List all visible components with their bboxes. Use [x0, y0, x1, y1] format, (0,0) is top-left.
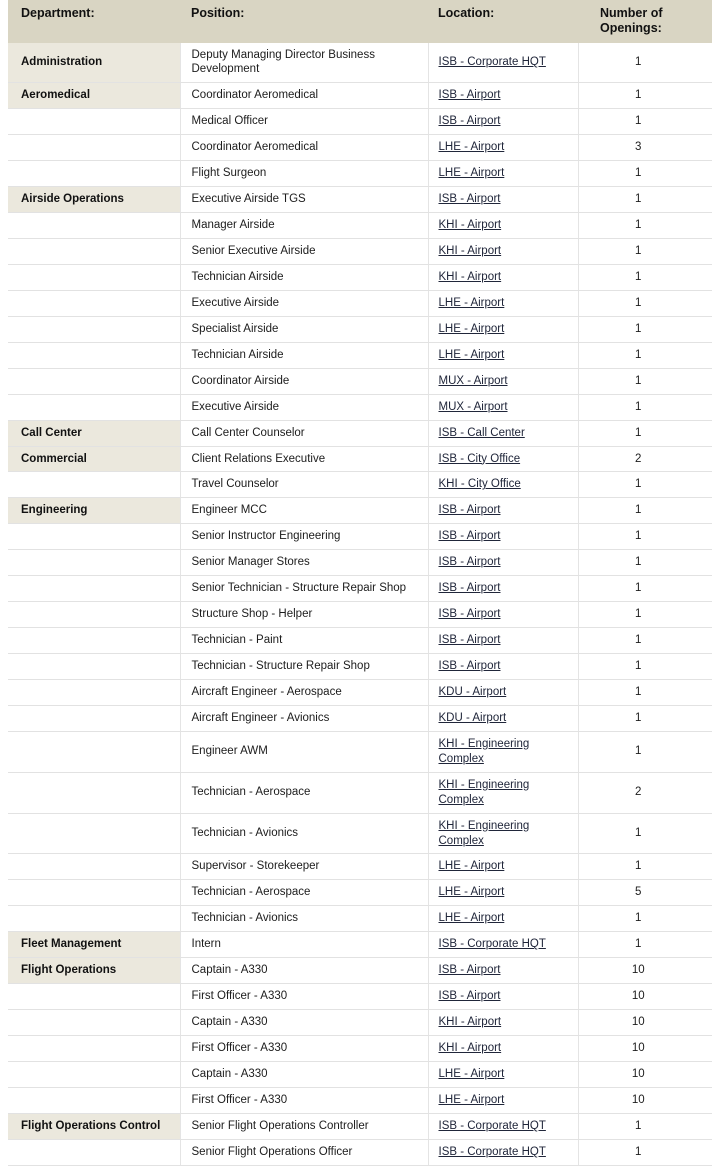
cell-position: Travel Counselor [180, 472, 428, 498]
cell-department [8, 472, 180, 498]
cell-position: Specialist Airside [180, 316, 428, 342]
cell-position: Call Center Counselor [180, 420, 428, 446]
cell-department [8, 264, 180, 290]
table-row [8, 161, 712, 187]
location-link[interactable]: ISB - Airport [438, 660, 501, 672]
cell-position: Executive Airside [180, 290, 428, 316]
cell-position: Technician Airside [180, 342, 428, 368]
cell-department [8, 1087, 180, 1113]
cell-position: Manager Airside [180, 213, 428, 239]
cell-location [428, 83, 578, 109]
cell-department: Flight Operations [8, 958, 180, 984]
cell-location [428, 602, 578, 628]
cell-openings: 1 [578, 813, 712, 854]
cell-openings: 10 [578, 958, 712, 984]
location-link[interactable]: LHE - Airport [438, 1093, 505, 1106]
location-link[interactable]: LHE - Airport [438, 886, 505, 899]
location-link[interactable]: LHE - Airport [438, 912, 505, 925]
table-row [8, 420, 712, 446]
table-row [8, 772, 712, 813]
location-link[interactable]: LHE - Airport [438, 322, 505, 335]
cell-location [428, 1010, 578, 1036]
table-header-row [8, 0, 712, 43]
cell-openings: 1 [578, 368, 712, 394]
cell-department [8, 679, 180, 705]
table-row [8, 187, 712, 213]
location-link[interactable]: ISB - Corporate HQT [438, 1145, 546, 1158]
table-row [8, 932, 712, 958]
cell-location [428, 342, 578, 368]
table-row [8, 394, 712, 420]
cell-position: Executive Airside TGS [180, 187, 428, 213]
cell-department [8, 602, 180, 628]
cell-position: Technician - Avionics [180, 906, 428, 932]
table-row [8, 43, 712, 83]
location-link[interactable]: ISB - Airport [438, 115, 501, 128]
table-row [8, 958, 712, 984]
cell-openings: 10 [578, 1036, 712, 1062]
cell-location [428, 1139, 578, 1165]
cell-department: Commercial [8, 446, 180, 472]
cell-openings: 1 [578, 654, 712, 680]
cell-position: Coordinator Airside [180, 368, 428, 394]
table-row [8, 83, 712, 109]
cell-position: Senior Technician - Structure Repair Shop [180, 576, 428, 602]
table-row [8, 264, 712, 290]
cell-openings: 10 [578, 984, 712, 1010]
cell-openings: 1 [578, 187, 712, 213]
cell-position: Captain - A330 [180, 1010, 428, 1036]
cell-location [428, 213, 578, 239]
cell-openings: 1 [578, 316, 712, 342]
location-link[interactable]: LHE - Airport [438, 348, 505, 361]
cell-openings: 1 [578, 932, 712, 958]
table-row [8, 813, 712, 854]
cell-position: Supervisor - Storekeeper [180, 854, 428, 880]
job-listings-table [8, 0, 712, 1166]
table-row [8, 628, 712, 654]
cell-location [428, 772, 578, 813]
cell-position: Technician - Avionics [180, 813, 428, 854]
cell-position: Aircraft Engineer - Avionics [180, 705, 428, 731]
table-row [8, 705, 712, 731]
location-link[interactable]: LHE - Airport [438, 141, 505, 154]
location-link[interactable]: ISB - Airport [438, 964, 501, 977]
table-row [8, 576, 712, 602]
cell-position: Technician Airside [180, 264, 428, 290]
cell-openings: 2 [578, 772, 712, 813]
cell-position: Senior Flight Operations Officer [180, 1139, 428, 1165]
cell-department [8, 1061, 180, 1087]
cell-department [8, 135, 180, 161]
cell-openings: 1 [578, 109, 712, 135]
cell-openings: 1 [578, 342, 712, 368]
cell-openings: 10 [578, 1010, 712, 1036]
cell-location [428, 854, 578, 880]
cell-position: Aircraft Engineer - Aerospace [180, 679, 428, 705]
cell-position: Senior Instructor Engineering [180, 524, 428, 550]
table-row [8, 984, 712, 1010]
column-header-department: Department: [8, 0, 180, 43]
location-link[interactable]: KHI - Engineering Complex [438, 737, 530, 765]
cell-department: Flight Operations Control [8, 1113, 180, 1139]
cell-location [428, 239, 578, 265]
location-link[interactable]: MUX - Airport [438, 400, 508, 413]
cell-location [428, 368, 578, 394]
cell-location [428, 576, 578, 602]
cell-openings: 2 [578, 446, 712, 472]
cell-openings: 1 [578, 420, 712, 446]
cell-openings: 1 [578, 550, 712, 576]
cell-position: Engineer MCC [180, 498, 428, 524]
cell-location [428, 1036, 578, 1062]
location-link[interactable]: KHI - Airport [438, 219, 502, 232]
cell-position: Deputy Managing Director Business Development [180, 43, 428, 83]
cell-location [428, 731, 578, 772]
cell-location [428, 524, 578, 550]
location-link[interactable]: ISB - Airport [438, 556, 501, 569]
location-link[interactable]: KHI - Airport [438, 245, 502, 257]
cell-position: Captain - A330 [180, 958, 428, 984]
location-link[interactable]: LHE - Airport [438, 296, 505, 309]
table-row [8, 239, 712, 265]
table-row [8, 1061, 712, 1087]
cell-department: Call Center [8, 420, 180, 446]
table-row [8, 213, 712, 239]
cell-department [8, 550, 180, 576]
column-header-position: Position: [180, 0, 428, 43]
location-link[interactable]: KDU - Airport [438, 711, 507, 724]
column-header-openings: Number of Openings: [578, 0, 712, 43]
table-row [8, 854, 712, 880]
location-link[interactable]: LHE - Airport [438, 1067, 505, 1080]
cell-openings: 1 [578, 290, 712, 316]
table-row [8, 1113, 712, 1139]
cell-openings: 1 [578, 576, 712, 602]
cell-position: Technician - Paint [180, 628, 428, 654]
cell-location [428, 654, 578, 680]
table-row [8, 654, 712, 680]
cell-position: Senior Flight Operations Controller [180, 1113, 428, 1139]
location-link[interactable]: ISB - Corporate HQT [438, 938, 546, 951]
location-link[interactable]: ISB - Corporate HQT [438, 55, 546, 68]
table-row [8, 290, 712, 316]
location-link[interactable]: ISB - Airport [438, 504, 501, 517]
cell-department [8, 772, 180, 813]
table-row [8, 342, 712, 368]
cell-location [428, 420, 578, 446]
cell-department [8, 394, 180, 420]
cell-department [8, 813, 180, 854]
cell-location [428, 958, 578, 984]
location-link[interactable]: ISB - Airport [438, 608, 501, 621]
cell-location [428, 446, 578, 472]
cell-location [428, 628, 578, 654]
cell-position: Medical Officer [180, 109, 428, 135]
table-row [8, 368, 712, 394]
cell-position: First Officer - A330 [180, 984, 428, 1010]
table-row [8, 135, 712, 161]
cell-location [428, 43, 578, 83]
location-link[interactable]: LHE - Airport [438, 167, 505, 180]
table-row [8, 880, 712, 906]
cell-position: Technician - Aerospace [180, 880, 428, 906]
cell-location [428, 187, 578, 213]
cell-openings: 1 [578, 628, 712, 654]
cell-position: Coordinator Aeromedical [180, 83, 428, 109]
cell-location [428, 1113, 578, 1139]
cell-openings: 1 [578, 731, 712, 772]
table-row [8, 1036, 712, 1062]
cell-position: Captain - A330 [180, 1061, 428, 1087]
cell-department: Aeromedical [8, 83, 180, 109]
cell-department [8, 109, 180, 135]
cell-location [428, 498, 578, 524]
cell-department [8, 213, 180, 239]
cell-position: Coordinator Aeromedical [180, 135, 428, 161]
cell-position: Senior Executive Airside [180, 239, 428, 265]
cell-openings: 1 [578, 472, 712, 498]
cell-department: Administration [8, 43, 180, 83]
cell-openings: 1 [578, 43, 712, 83]
cell-openings: 1 [578, 679, 712, 705]
cell-openings: 1 [578, 161, 712, 187]
location-link[interactable]: ISB - Corporate HQT [438, 1119, 546, 1132]
cell-openings: 1 [578, 498, 712, 524]
location-link[interactable]: ISB - Airport [438, 193, 501, 206]
cell-department [8, 316, 180, 342]
cell-location [428, 705, 578, 731]
cell-department [8, 161, 180, 187]
cell-department [8, 1010, 180, 1036]
cell-openings: 1 [578, 83, 712, 109]
table-row [8, 446, 712, 472]
table-body [8, 43, 712, 1166]
cell-position: Intern [180, 932, 428, 958]
cell-position: Flight Surgeon [180, 161, 428, 187]
cell-location [428, 813, 578, 854]
cell-department [8, 239, 180, 265]
cell-department: Airside Operations [8, 187, 180, 213]
cell-openings: 1 [578, 854, 712, 880]
cell-position: Executive Airside [180, 394, 428, 420]
location-link[interactable]: KHI - Engineering Complex [438, 819, 530, 847]
location-link[interactable]: MUX - Airport [438, 374, 508, 387]
cell-department [8, 984, 180, 1010]
table-row [8, 472, 712, 498]
cell-openings: 3 [578, 135, 712, 161]
location-link[interactable]: ISB - Call Center [438, 426, 525, 439]
cell-openings: 1 [578, 264, 712, 290]
cell-department [8, 628, 180, 654]
cell-openings: 10 [578, 1061, 712, 1087]
table-row [8, 498, 712, 524]
table-row [8, 550, 712, 576]
location-link[interactable]: KHI - Engineering Complex [438, 778, 530, 806]
cell-department [8, 854, 180, 880]
cell-department [8, 880, 180, 906]
cell-location [428, 550, 578, 576]
cell-openings: 10 [578, 1087, 712, 1113]
cell-position: Engineer AWM [180, 731, 428, 772]
column-header-location: Location: [428, 0, 578, 43]
cell-department [8, 524, 180, 550]
cell-location [428, 880, 578, 906]
location-link[interactable]: KDU - Airport [438, 685, 507, 698]
cell-openings: 1 [578, 524, 712, 550]
table-row [8, 731, 712, 772]
cell-position: Technician - Structure Repair Shop [180, 654, 428, 680]
cell-location [428, 1061, 578, 1087]
cell-location [428, 906, 578, 932]
cell-location [428, 109, 578, 135]
cell-department [8, 906, 180, 932]
cell-position: First Officer - A330 [180, 1036, 428, 1062]
location-link[interactable]: KHI - City Office [438, 478, 521, 491]
cell-department: Fleet Management [8, 932, 180, 958]
location-link[interactable]: KHI - Airport [438, 1042, 502, 1054]
cell-position: Structure Shop - Helper [180, 602, 428, 628]
location-link[interactable]: LHE - Airport [438, 860, 505, 873]
cell-department [8, 342, 180, 368]
cell-position: First Officer - A330 [180, 1087, 428, 1113]
table-row [8, 906, 712, 932]
cell-location [428, 161, 578, 187]
cell-department [8, 576, 180, 602]
cell-location [428, 932, 578, 958]
location-link[interactable]: ISB - Airport [438, 89, 501, 102]
cell-location [428, 394, 578, 420]
cell-openings: 1 [578, 602, 712, 628]
cell-openings: 1 [578, 213, 712, 239]
cell-position: Client Relations Executive [180, 446, 428, 472]
location-link[interactable]: ISB - City Office [438, 452, 521, 465]
table-row [8, 679, 712, 705]
cell-location [428, 984, 578, 1010]
cell-openings: 1 [578, 1113, 712, 1139]
cell-position: Technician - Aerospace [180, 772, 428, 813]
location-link[interactable]: ISB - Airport [438, 634, 501, 647]
cell-openings: 1 [578, 705, 712, 731]
table-row [8, 524, 712, 550]
cell-department [8, 290, 180, 316]
table-row [8, 1139, 712, 1165]
cell-department [8, 368, 180, 394]
cell-openings: 1 [578, 239, 712, 265]
cell-openings: 1 [578, 394, 712, 420]
location-link[interactable]: ISB - Airport [438, 582, 501, 595]
cell-department [8, 705, 180, 731]
table-row [8, 602, 712, 628]
cell-department [8, 1036, 180, 1062]
location-link[interactable]: ISB - Airport [438, 990, 501, 1003]
location-link[interactable]: KHI - Airport [438, 270, 502, 283]
cell-location [428, 1087, 578, 1113]
table-header [8, 0, 712, 43]
cell-openings: 5 [578, 880, 712, 906]
cell-department [8, 731, 180, 772]
cell-department [8, 654, 180, 680]
cell-department: Engineering [8, 498, 180, 524]
table-row [8, 109, 712, 135]
cell-department [8, 1139, 180, 1165]
table-row [8, 1087, 712, 1113]
location-link[interactable]: KHI - Airport [438, 1016, 502, 1029]
cell-location [428, 264, 578, 290]
cell-position: Senior Manager Stores [180, 550, 428, 576]
table-row [8, 316, 712, 342]
cell-location [428, 290, 578, 316]
cell-location [428, 472, 578, 498]
cell-openings: 1 [578, 1139, 712, 1165]
cell-location [428, 135, 578, 161]
cell-openings: 1 [578, 906, 712, 932]
table-row [8, 1010, 712, 1036]
cell-location [428, 316, 578, 342]
location-link[interactable]: ISB - Airport [438, 530, 501, 543]
cell-location [428, 679, 578, 705]
